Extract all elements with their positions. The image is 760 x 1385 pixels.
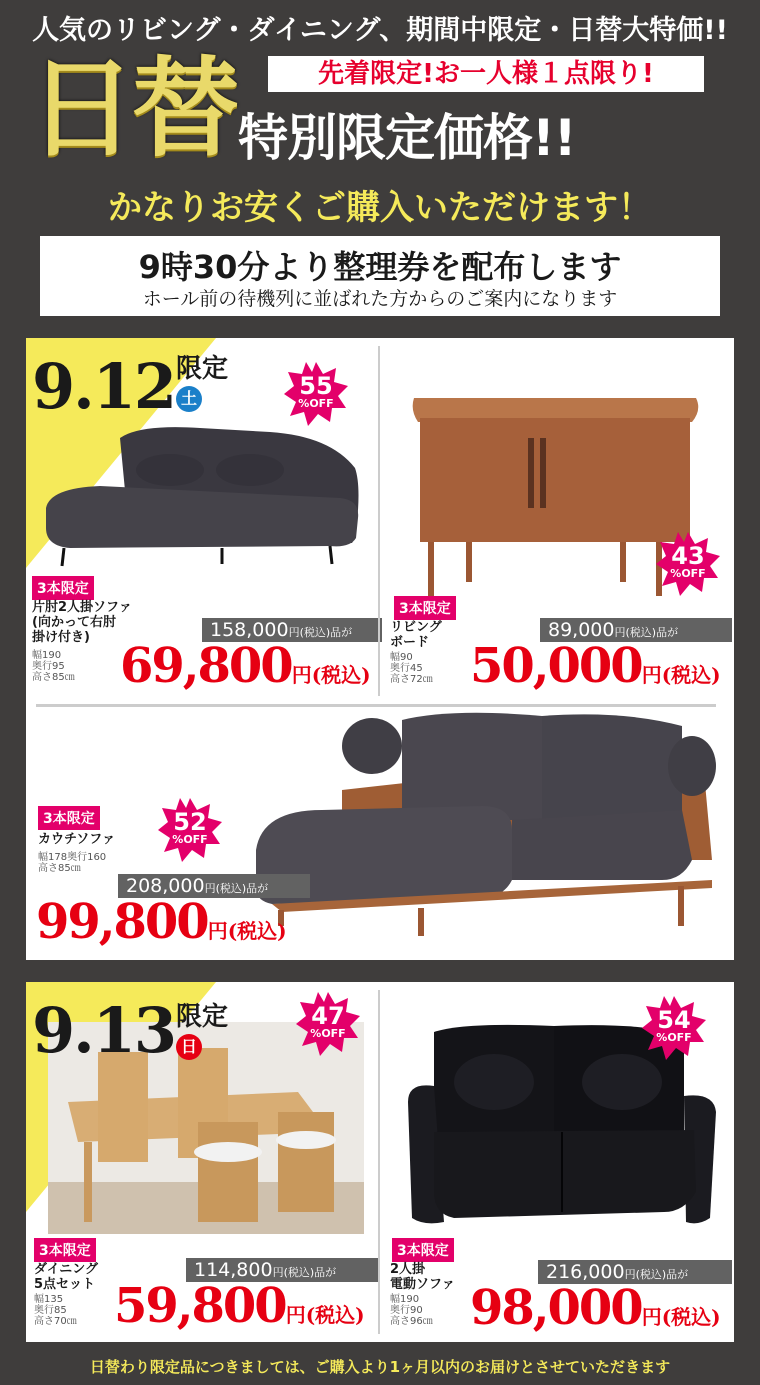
product-name <box>390 1262 470 1292</box>
discount-value: 43 <box>671 542 705 570</box>
product-name <box>34 1262 118 1292</box>
discount-value: 52 <box>173 808 207 836</box>
discount-off-label: %OFF <box>298 397 334 410</box>
stock-badge: 3本限定 <box>38 806 100 830</box>
original-price-suffix: 円(税込)品が <box>288 626 353 639</box>
dimension-height: 高さ85㎝ <box>32 672 75 683</box>
sale-price-unit: 円(税込) <box>641 663 721 687</box>
original-price-value: 216,000 <box>546 1261 625 1283</box>
discount-badge-43 <box>656 532 720 596</box>
sale-price-value: 98,000 <box>470 1280 642 1336</box>
product-name-line: (向かって右肘 <box>32 615 116 630</box>
first-come-banner: 先着限定!お一人様１点限り! <box>268 56 704 92</box>
dimension-height: 高さ96㎝ <box>390 1316 433 1327</box>
product-name <box>38 832 115 847</box>
product-dimensions <box>390 652 433 685</box>
sale-price <box>470 1280 721 1336</box>
sale-price <box>114 1278 365 1334</box>
stock-badge: 3本限定 <box>32 576 94 600</box>
original-price-suffix: 円(税込)品が <box>204 882 269 895</box>
discount-badge-47 <box>296 992 360 1056</box>
day1-weekday: 土 <box>176 386 202 412</box>
day1-limited-label: 限定 <box>176 354 229 384</box>
delivery-notice: 日替わり限定品につきましては、ご購入より1ヶ月以内のお届けとさせていただきます <box>89 1358 671 1376</box>
discount-badge-55 <box>284 362 348 426</box>
dimension-height: 高さ70㎝ <box>34 1316 77 1327</box>
ticket-main-text: 9時30分より整理券を配布します <box>138 248 622 286</box>
product-dimensions <box>32 650 75 683</box>
discount-off-label: %OFF <box>172 833 208 846</box>
product-name-line: 2人掛 <box>390 1262 426 1277</box>
product-name-line: リビング <box>390 620 442 635</box>
sale-price-unit: 円(税込) <box>285 1303 365 1327</box>
original-price-suffix: 円(税込)品が <box>614 626 679 639</box>
couch-sofa-image <box>242 710 722 940</box>
discount-value: 55 <box>299 372 333 400</box>
column-divider <box>378 990 380 1334</box>
product-name-line: カウチソファ <box>38 832 115 847</box>
discount-off-label: %OFF <box>310 1027 346 1040</box>
discount-badge-52 <box>158 798 222 862</box>
discount-off-label: %OFF <box>656 1031 692 1044</box>
dimension-height: 高さ85㎝ <box>38 863 81 874</box>
sale-price-unit: 円(税込) <box>641 1305 721 1329</box>
sale-price-value: 99,800 <box>36 894 208 950</box>
original-price-value: 89,000 <box>548 619 615 641</box>
discount-off-label: %OFF <box>670 567 706 580</box>
original-price-suffix: 円(税込)品が <box>272 1266 337 1279</box>
stock-badge: 3本限定 <box>34 1238 96 1262</box>
daily-special-logo: 日替 <box>28 46 237 172</box>
day1-date: 9.12 <box>32 350 176 423</box>
product-name <box>32 600 132 645</box>
sale-price-value: 59,800 <box>114 1278 286 1334</box>
product-name-line: ダイニング <box>34 1262 98 1277</box>
product-dimensions <box>38 852 106 874</box>
sale-price-unit: 円(税込) <box>291 663 371 687</box>
discount-value: 47 <box>311 1002 345 1030</box>
dimension-width: 幅90 <box>390 652 413 663</box>
sale-price-unit: 円(税込) <box>207 919 287 943</box>
ticket-sub-text: ホール前の待機列に並ばれた方からのご案内になります <box>142 288 618 310</box>
product-dimensions <box>390 1294 433 1327</box>
row-divider <box>36 704 716 707</box>
product-name-line: 5点セット <box>34 1277 96 1292</box>
dimension-width: 幅190 <box>390 1294 420 1305</box>
dimension-width: 幅190 <box>32 650 62 661</box>
original-price-value: 208,000 <box>126 875 205 897</box>
product-name-line: 掛け付き) <box>32 630 90 645</box>
special-price-heading: 特別限定価格!! <box>238 109 576 167</box>
discount-badge-54 <box>642 996 706 1060</box>
dimension-depth: 奥行45 <box>390 663 423 674</box>
headline: 人気のリビング・ダイニング、期間中限定・日替大特価!! <box>32 15 728 46</box>
product-name-line: 片肘2人掛ソファ <box>32 600 132 615</box>
product-name <box>390 620 470 650</box>
dimension-depth: 奥行95 <box>32 661 65 672</box>
original-price-value: 114,800 <box>194 1259 273 1281</box>
discount-value: 54 <box>657 1006 691 1034</box>
dimension-depth: 奥行90 <box>390 1305 423 1316</box>
day2-limited-label: 限定 <box>176 1002 229 1032</box>
dimension-size: 幅178奥行160 <box>38 852 107 863</box>
column-divider <box>378 346 380 696</box>
day2-panel <box>26 982 734 1342</box>
original-price-suffix: 円(税込)品が <box>624 1268 689 1281</box>
sale-price <box>470 638 721 694</box>
product-name-line: ボード <box>390 635 430 650</box>
chaise-sofa-image <box>40 418 370 568</box>
day2-weekday: 日 <box>176 1034 202 1060</box>
product-name-line: 電動ソファ <box>390 1277 455 1292</box>
sale-price <box>36 894 287 950</box>
day2-date: 9.13 <box>32 994 176 1067</box>
stock-badge: 3本限定 <box>394 596 456 620</box>
sale-price-value: 50,000 <box>470 638 642 694</box>
original-price-value: 158,000 <box>210 619 289 641</box>
stock-badge: 3本限定 <box>392 1238 454 1262</box>
dimension-height: 高さ72㎝ <box>390 674 433 685</box>
dimension-width: 幅135 <box>34 1294 64 1305</box>
discount-tagline: かなりお安くご購入いただけます！ <box>108 188 652 228</box>
dimension-depth: 奥行85 <box>34 1305 67 1316</box>
product-dimensions <box>34 1294 77 1327</box>
sale-price <box>120 638 371 694</box>
ticket-notice <box>40 236 720 316</box>
day1-panel <box>26 338 734 960</box>
sale-price-value: 69,800 <box>120 638 292 694</box>
